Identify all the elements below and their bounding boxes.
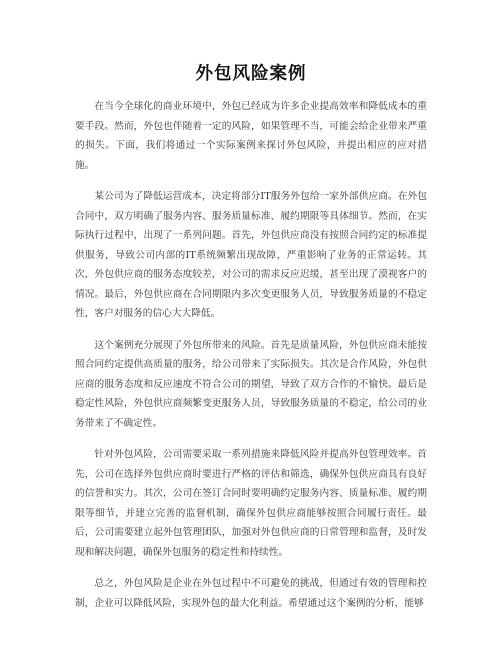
paragraph-case: 某公司为了降低运营成本，决定将部分IT服务外包给一家外部供应商。在外包合同中，双方明确了服务内容、服务质量标准、履约期限等具体细节。然而，在实际执行过程中，出现了一系列问题。首先，外包供应商没有按照合同约定的标准提供服务，导致公司内部的IT系统频繁出现故障，严重影响了业务的正常运转。其次，外包供应商的服务态度较差，对公司的需求反应迟缓，甚至出现了漠视客户的情况。最后，外包供应商在合同期限内多次变更服务人员，导致服务质量的不稳定性，客户对服务的信心大大降低。: [75, 191, 427, 319]
paragraph-intro: 在当今全球化的商业环境中，外包已经成为许多企业提高效率和降低成本的重要手段。然而，外包也伴随着一定的风险，如果管理不当，可能会给企业带来严重的损失。下面，我们将通过一个实际案例来探讨外包风险，并提出相应的应对措施。: [75, 101, 427, 171]
document-body: [75, 97, 427, 625]
document-title: 外包风险案例: [195, 64, 307, 84]
paragraph-measures: 针对外包风险，公司需要采取一系列措施来降低风险并提高外包管理效率。首先，公司在选择外包供应商时要进行严格的评估和筛选，确保外包供应商具有良好的信誉和实力。其次，公司在签订合同时要明确约定服务内容、质量标准、履约期限等细节，并建立完善的监督机制，确保外包供应商能够按照合同履行责任。最后，公司需要建立起外包管理团队，加强对外包供应商的日常管理和监督，及时发现和解决问题，确保外包服务的稳定性和持续性。: [75, 449, 427, 558]
paragraph-summary: 总之，外包风险是企业在外包过程中不可避免的挑战，但通过有效的管理和控制，企业可以降低风险，实现外包的最大化利益。希望通过这个案例的分析，能够: [75, 578, 427, 609]
paragraph-risks: 这个案例充分展现了外包所带来的风险。首先是质量风险，外包供应商未能按照合同约定提供高质量的服务，给公司带来了实际损失。其次是合作风险，外包供应商的服务态度和反应速度不符合公司的期望，导致了双方合作的不愉快。最后是稳定性风险，外包供应商频繁变更服务人员，导致服务质量的不稳定，给公司的业务带来了不确定性。: [75, 339, 427, 429]
